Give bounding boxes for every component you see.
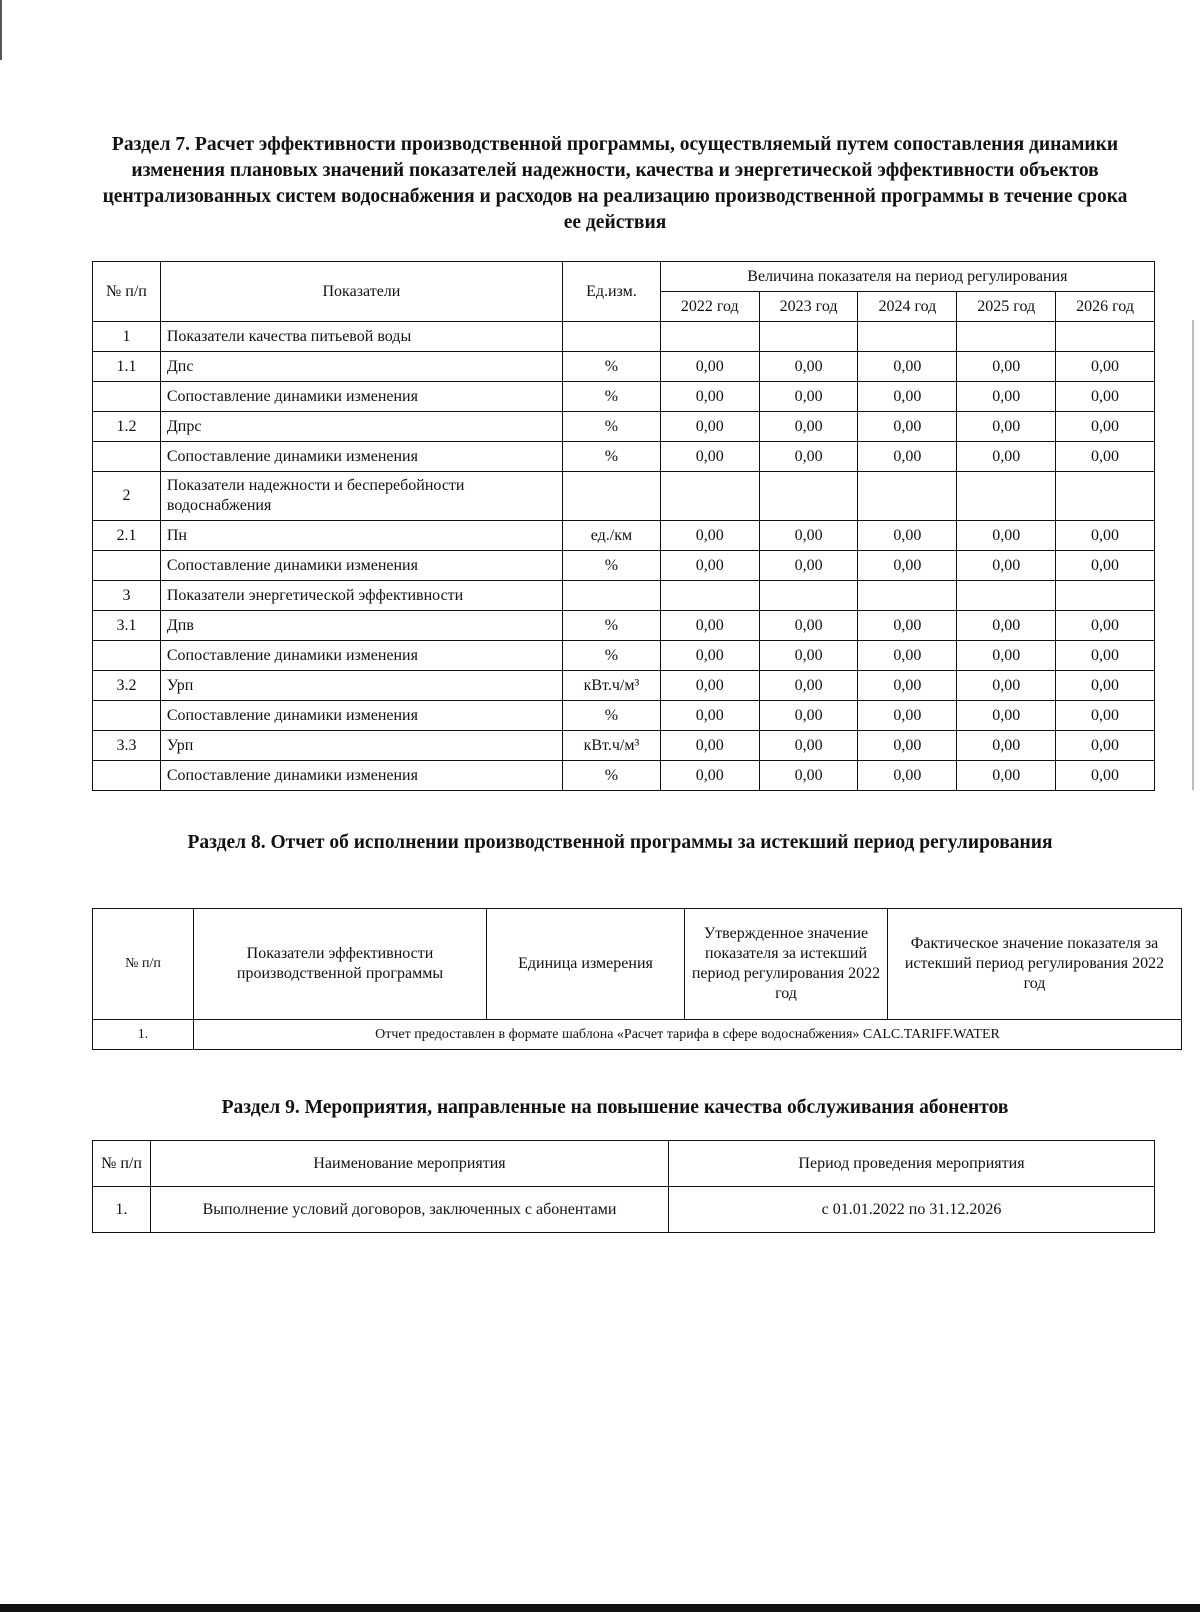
row-value: 0,00 bbox=[957, 551, 1056, 581]
row-num: 1. bbox=[93, 1187, 151, 1233]
row-value: 0,00 bbox=[660, 382, 759, 412]
header-year: 2022 год bbox=[660, 292, 759, 322]
table-row bbox=[93, 322, 1155, 352]
row-unit: ед./км bbox=[562, 521, 660, 551]
row-value: 0,00 bbox=[759, 701, 858, 731]
row-value: 0,00 bbox=[1056, 761, 1155, 791]
header-unit: Ед.изм. bbox=[562, 262, 660, 322]
row-num bbox=[93, 701, 161, 731]
row-indicator: Дпрс bbox=[160, 412, 562, 442]
row-value: 0,00 bbox=[1056, 611, 1155, 641]
row-value: 0,00 bbox=[1056, 521, 1155, 551]
row-value bbox=[858, 322, 957, 352]
row-unit: % bbox=[562, 551, 660, 581]
table-row bbox=[93, 1020, 1182, 1050]
row-num: 1 bbox=[93, 322, 161, 352]
row-value: 0,00 bbox=[858, 671, 957, 701]
row-value bbox=[957, 322, 1056, 352]
row-value: 0,00 bbox=[957, 761, 1056, 791]
row-value: 0,00 bbox=[759, 521, 858, 551]
row-indicator: Сопоставление динамики изменения bbox=[160, 551, 562, 581]
row-num: 3 bbox=[93, 581, 161, 611]
section-9-table bbox=[92, 1140, 1155, 1233]
header-num: № п/п bbox=[93, 1141, 151, 1187]
row-value: 0,00 bbox=[957, 412, 1056, 442]
row-indicator: Показатели качества питьевой воды bbox=[160, 322, 562, 352]
row-value: 0,00 bbox=[858, 641, 957, 671]
row-value: 0,00 bbox=[858, 352, 957, 382]
header-num: № п/п bbox=[93, 909, 194, 1020]
header-year: 2023 год bbox=[759, 292, 858, 322]
section-7-table bbox=[92, 261, 1155, 791]
row-value bbox=[957, 581, 1056, 611]
row-value: 0,00 bbox=[957, 671, 1056, 701]
row-value: 0,00 bbox=[759, 731, 858, 761]
row-value bbox=[858, 472, 957, 521]
row-value: 0,00 bbox=[1056, 382, 1155, 412]
row-unit bbox=[562, 581, 660, 611]
row-unit: % bbox=[562, 641, 660, 671]
row-unit: % bbox=[562, 442, 660, 472]
row-num bbox=[93, 442, 161, 472]
row-num: 2.1 bbox=[93, 521, 161, 551]
row-num bbox=[93, 551, 161, 581]
table-row bbox=[93, 352, 1155, 382]
header-year: 2025 год bbox=[957, 292, 1056, 322]
row-value: 0,00 bbox=[1056, 442, 1155, 472]
row-num: 3.2 bbox=[93, 671, 161, 701]
row-value: 0,00 bbox=[660, 671, 759, 701]
row-unit: % bbox=[562, 761, 660, 791]
row-value: 0,00 bbox=[759, 551, 858, 581]
table-row bbox=[93, 442, 1155, 472]
row-value bbox=[660, 472, 759, 521]
row-value bbox=[660, 581, 759, 611]
row-value: 0,00 bbox=[858, 701, 957, 731]
table-row bbox=[93, 521, 1155, 551]
row-value bbox=[1056, 322, 1155, 352]
row-value: 0,00 bbox=[957, 442, 1056, 472]
header-indicators: Показатели эффективности производственной программы bbox=[194, 909, 487, 1020]
row-unit: % bbox=[562, 412, 660, 442]
row-value: 0,00 bbox=[858, 761, 957, 791]
row-value: 0,00 bbox=[660, 352, 759, 382]
row-value: 0,00 bbox=[858, 442, 957, 472]
table-row bbox=[93, 382, 1155, 412]
row-value: 0,00 bbox=[1056, 551, 1155, 581]
table-row bbox=[93, 641, 1155, 671]
row-value: 0,00 bbox=[858, 521, 957, 551]
header-year: 2026 год bbox=[1056, 292, 1155, 322]
row-value: 0,00 bbox=[1056, 731, 1155, 761]
table-row bbox=[93, 731, 1155, 761]
table-row bbox=[93, 412, 1155, 442]
scan-edge-right bbox=[1192, 320, 1194, 790]
row-value: 0,00 bbox=[957, 731, 1056, 761]
row-unit: кВт.ч/м³ bbox=[562, 671, 660, 701]
row-indicator: Сопоставление динамики изменения bbox=[160, 442, 562, 472]
section-7-table-body bbox=[93, 322, 1155, 791]
row-value: 0,00 bbox=[660, 412, 759, 442]
row-value: 0,00 bbox=[957, 521, 1056, 551]
row-value: 0,00 bbox=[660, 701, 759, 731]
row-value: 0,00 bbox=[957, 382, 1056, 412]
scan-edge-left bbox=[0, 0, 2, 60]
table-row bbox=[93, 472, 1155, 521]
row-value: 0,00 bbox=[660, 611, 759, 641]
row-indicator: Урп bbox=[160, 731, 562, 761]
row-indicator: Сопоставление динамики изменения bbox=[160, 701, 562, 731]
row-value: 0,00 bbox=[957, 641, 1056, 671]
row-value: 0,00 bbox=[759, 761, 858, 791]
row-value: 0,00 bbox=[660, 731, 759, 761]
row-value: 0,00 bbox=[957, 701, 1056, 731]
row-value: 0,00 bbox=[1056, 671, 1155, 701]
row-value: 0,00 bbox=[957, 352, 1056, 382]
row-unit: % bbox=[562, 352, 660, 382]
header-activity-period: Период проведения мероприятия bbox=[669, 1141, 1155, 1187]
header-unit: Единица измерения bbox=[487, 909, 685, 1020]
row-unit bbox=[562, 472, 660, 521]
row-value bbox=[957, 472, 1056, 521]
row-value: 0,00 bbox=[1056, 701, 1155, 731]
row-value: 0,00 bbox=[759, 442, 858, 472]
report-note: Отчет предоставлен в формате шаблона «Расчет тарифа в сфере водоснабжения» CALC.TARIFF.WATER bbox=[194, 1020, 1182, 1050]
row-indicator: Сопоставление динамики изменения bbox=[160, 761, 562, 791]
header-approved-value: Утвержденное значение показателя за истекший период регулирования 2022 год bbox=[685, 909, 888, 1020]
row-value: 0,00 bbox=[858, 611, 957, 641]
row-value: 0,00 bbox=[759, 611, 858, 641]
row-num: 1.1 bbox=[93, 352, 161, 382]
section-8-title: Раздел 8. Отчет об исполнении производственной программы за истекший период регулирования bbox=[187, 832, 1053, 853]
activity-period: с 01.01.2022 по 31.12.2026 bbox=[669, 1187, 1155, 1233]
section-7-title: Раздел 7. Расчет эффективности производственной программы, осуществляемый путем сопоставления динамики изменения плановых значений показателей надежности, качества и энергетической эффективности объектов централизованных систем водоснабжения и расходов на реализацию производственной программы в течение срока ее действия bbox=[102, 134, 1128, 233]
row-value: 0,00 bbox=[858, 551, 957, 581]
row-value: 0,00 bbox=[1056, 641, 1155, 671]
row-num bbox=[93, 641, 161, 671]
header-actual-value: Фактическое значение показателя за истекший период регулирования 2022 год bbox=[888, 909, 1182, 1020]
row-value bbox=[1056, 472, 1155, 521]
row-indicator: Показатели надежности и бесперебойности водоснабжения bbox=[160, 472, 562, 521]
row-value: 0,00 bbox=[660, 442, 759, 472]
row-indicator: Сопоставление динамики изменения bbox=[160, 641, 562, 671]
header-year: 2024 год bbox=[858, 292, 957, 322]
row-unit: % bbox=[562, 382, 660, 412]
row-indicator: Дпв bbox=[160, 611, 562, 641]
row-value bbox=[858, 581, 957, 611]
row-unit bbox=[562, 322, 660, 352]
section-9-title: Раздел 9. Мероприятия, направленные на повышение качества обслуживания абонентов bbox=[221, 1097, 1009, 1118]
row-value: 0,00 bbox=[759, 641, 858, 671]
header-name: Показатели bbox=[160, 262, 562, 322]
row-value: 0,00 bbox=[660, 761, 759, 791]
row-indicator: Сопоставление динамики изменения bbox=[160, 382, 562, 412]
row-value bbox=[1056, 581, 1155, 611]
row-num bbox=[93, 761, 161, 791]
row-value: 0,00 bbox=[759, 382, 858, 412]
section-8-table bbox=[92, 908, 1182, 1050]
row-num: 1.2 bbox=[93, 412, 161, 442]
header-period-group: Величина показателя на период регулирования bbox=[660, 262, 1154, 292]
row-value: 0,00 bbox=[759, 352, 858, 382]
row-unit: % bbox=[562, 701, 660, 731]
row-value bbox=[759, 581, 858, 611]
row-indicator: Дпс bbox=[160, 352, 562, 382]
table-row bbox=[93, 581, 1155, 611]
row-num: 3.3 bbox=[93, 731, 161, 761]
row-value bbox=[759, 322, 858, 352]
row-value: 0,00 bbox=[660, 551, 759, 581]
row-num: 3.1 bbox=[93, 611, 161, 641]
table-row bbox=[93, 1187, 1155, 1233]
row-value: 0,00 bbox=[1056, 352, 1155, 382]
row-num bbox=[93, 382, 161, 412]
row-indicator: Показатели энергетической эффективности bbox=[160, 581, 562, 611]
row-value: 0,00 bbox=[957, 611, 1056, 641]
table-row bbox=[93, 551, 1155, 581]
scan-edge-bottom bbox=[0, 1604, 1200, 1612]
row-value bbox=[660, 322, 759, 352]
row-value: 0,00 bbox=[858, 382, 957, 412]
row-indicator: Урп bbox=[160, 671, 562, 701]
row-value: 0,00 bbox=[759, 671, 858, 701]
row-value: 0,00 bbox=[858, 731, 957, 761]
row-value: 0,00 bbox=[660, 641, 759, 671]
table-row bbox=[93, 611, 1155, 641]
table-row bbox=[93, 761, 1155, 791]
row-value bbox=[759, 472, 858, 521]
row-value: 0,00 bbox=[1056, 412, 1155, 442]
activity-name: Выполнение условий договоров, заключенных с абонентами bbox=[151, 1187, 669, 1233]
row-value: 0,00 bbox=[660, 521, 759, 551]
row-indicator: Пн bbox=[160, 521, 562, 551]
row-unit: кВт.ч/м³ bbox=[562, 731, 660, 761]
row-value: 0,00 bbox=[759, 412, 858, 442]
table-row bbox=[93, 671, 1155, 701]
header-activity-name: Наименование мероприятия bbox=[151, 1141, 669, 1187]
header-num: № п/п bbox=[93, 262, 161, 322]
row-num: 2 bbox=[93, 472, 161, 521]
row-unit: % bbox=[562, 611, 660, 641]
row-value: 0,00 bbox=[858, 412, 957, 442]
table-row bbox=[93, 701, 1155, 731]
row-num: 1. bbox=[93, 1020, 194, 1050]
